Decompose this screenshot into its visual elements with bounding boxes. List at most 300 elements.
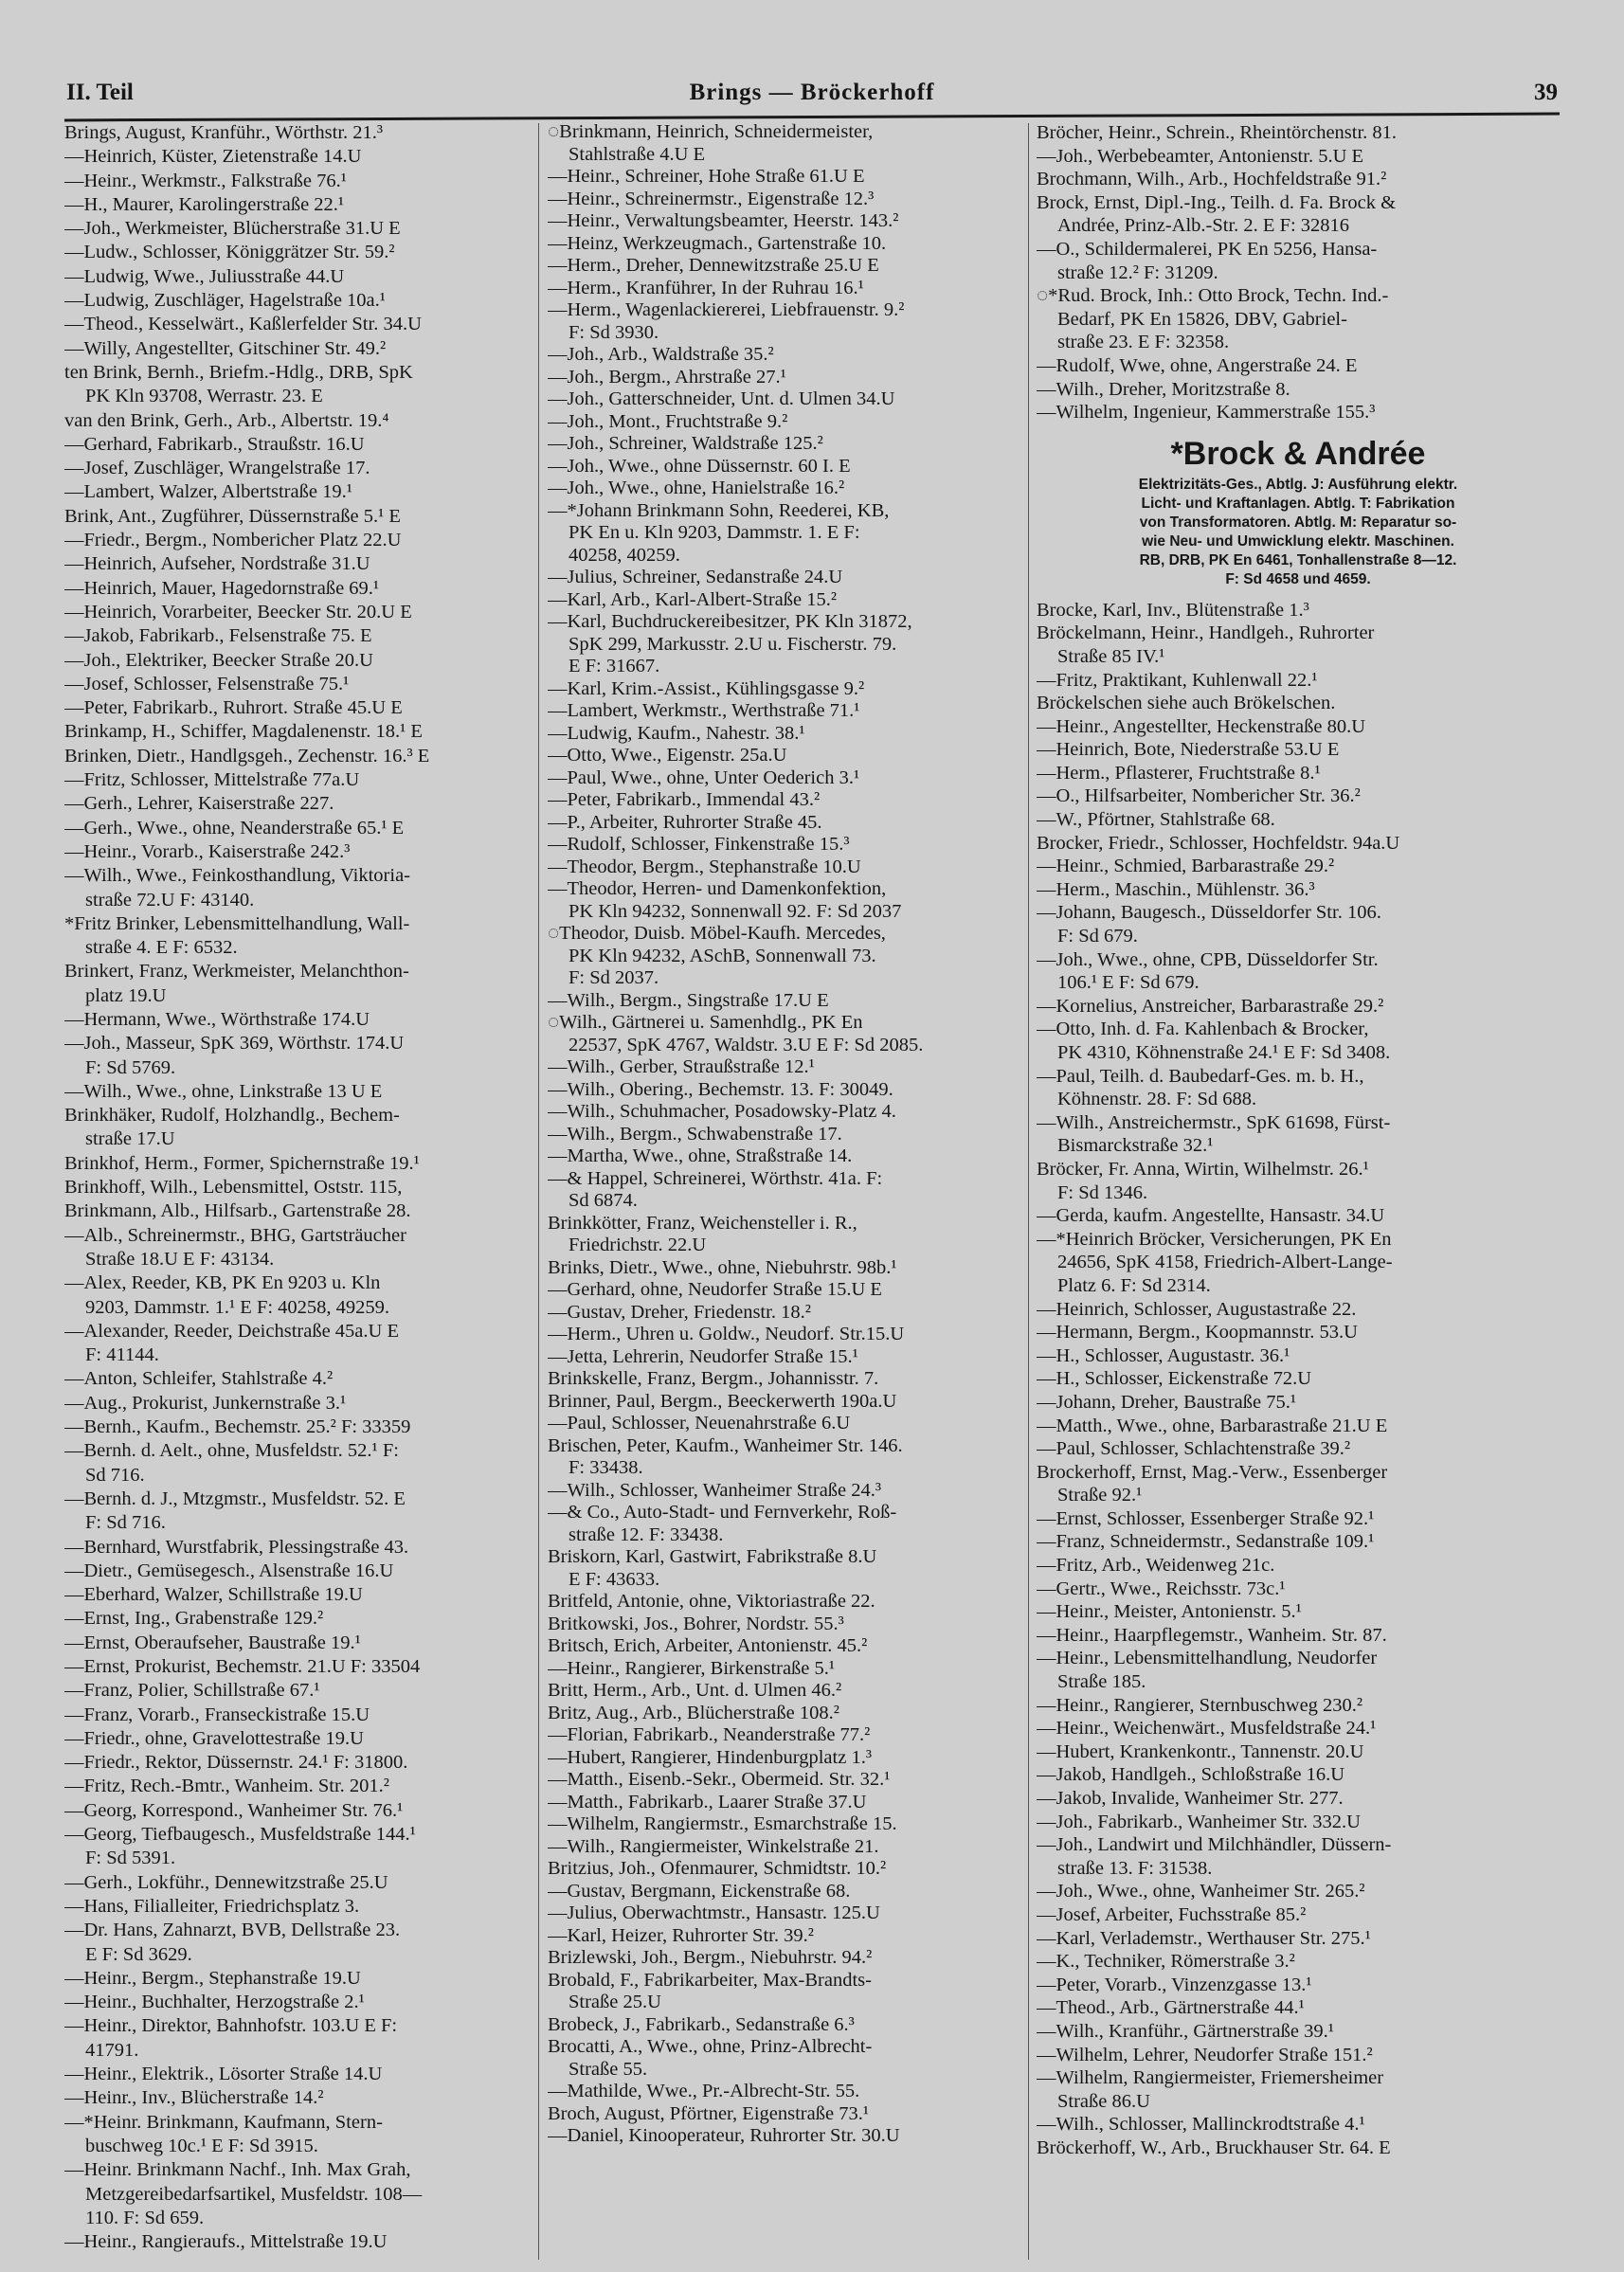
advertisement-line: RB, DRB, PK En 6461, Tonhallenstraße 8—12. xyxy=(1139,551,1457,568)
entry-line: —Martha, Wwe., ohne, Straßstraße 14. xyxy=(548,1145,853,1166)
entry-line: —Wilh., Gerber, Straußstraße 12.¹ xyxy=(548,1056,815,1077)
entry-line: —& Happel, Schreinerei, Wörthstr. 41a. F: xyxy=(548,1167,883,1189)
entry-line: Bedarf, PK En 15826, DBV, Gabriel- xyxy=(1057,308,1347,330)
entry-line: —Gerh., Lokführ., Dennewitzstraße 25.U xyxy=(64,1871,388,1893)
directory-entry xyxy=(64,1536,531,1560)
directory-entry xyxy=(548,210,1021,233)
directory-entry xyxy=(64,1488,531,1536)
directory-entry xyxy=(1037,1204,1560,1228)
directory-entry xyxy=(64,1320,531,1368)
entry-line: —Peter, Vorarb., Vinzenzgasse 13.¹ xyxy=(1037,1974,1312,1995)
directory-entry xyxy=(1037,1344,1560,1368)
directory-entry xyxy=(1037,669,1560,693)
directory-entry xyxy=(64,768,531,792)
entry-line: —Joh., Wwe., ohne, Hanielstraße 16.² xyxy=(548,478,845,498)
directory-entry xyxy=(548,678,1021,701)
directory-entry xyxy=(1037,2020,1560,2044)
directory-entry xyxy=(1037,1903,1560,1927)
entry-line: —*Heinrich Bröcker, Versicherungen, PK En xyxy=(1037,1228,1392,1250)
directory-entry xyxy=(548,745,1021,767)
directory-entry xyxy=(548,1635,1021,1658)
entry-line: —Gerhard, Fabrikarb., Straußstr. 16.U xyxy=(64,433,365,455)
directory-entry xyxy=(1037,145,1560,169)
entry-line: —Heinr., Direktor, Bahnhofstr. 103.U E F: xyxy=(64,2015,398,2037)
entry-line: Brinkmann, Alb., Hilfsarb., Gartenstraße 28. xyxy=(64,1200,411,1222)
directory-entry xyxy=(1037,2137,1560,2160)
entry-line: Bröckelmann, Heinr., Handlgeh., Ruhrorter xyxy=(1037,622,1375,644)
entry-line: —Rudolf, Schlosser, Finkenstraße 15.³ xyxy=(548,834,850,855)
entry-line: F: Sd 3930. xyxy=(568,321,659,343)
entry-line: straße 13. F: 31538. xyxy=(1057,1857,1213,1879)
directory-entry xyxy=(1037,1391,1560,1415)
directory-entry xyxy=(548,789,1021,812)
directory-entry xyxy=(1037,2066,1560,2113)
directory-entry xyxy=(64,2230,531,2254)
directory-entry xyxy=(548,1881,1021,1903)
directory-entry xyxy=(1037,238,1560,284)
entry-line: straße 17.U xyxy=(85,1128,175,1150)
entry-line: —Peter, Fabrikarb., Ruhrort. Straße 45.U E xyxy=(64,697,403,719)
directory-entry xyxy=(1037,1647,1560,1693)
entry-line: straße 23. E F: 32358. xyxy=(1057,332,1230,353)
directory-entry xyxy=(64,1632,531,1655)
column-divider xyxy=(1028,123,1029,2260)
entry-line: —Kornelius, Anstreicher, Barbarastraße 29.² xyxy=(1037,995,1384,1017)
entry-line: —Joh., Wwe., ohne Düssernstr. 60 I. E xyxy=(548,455,851,477)
entry-line: Straße 85 IV.¹ xyxy=(1057,645,1165,667)
entry-line: —Heinr., Schreiner, Hohe Straße 61.U E xyxy=(548,166,865,187)
page-number: 39 xyxy=(1534,80,1558,105)
entry-line: —Hubert, Rangierer, Hindenburgplatz 1.³ xyxy=(548,1746,872,1768)
directory-entry xyxy=(64,1008,531,1032)
directory-entry xyxy=(548,1813,1021,1836)
directory-entry xyxy=(548,700,1021,723)
entry-line: Brochmann, Wilh., Arb., Hochfeldstraße 91.² xyxy=(1037,169,1387,190)
entry-line: —Ernst, Oberaufseher, Baustraße 19.¹ xyxy=(64,1632,361,1653)
directory-entry xyxy=(64,577,531,601)
entry-line: —Anton, Schleifer, Stahlstraße 4.² xyxy=(64,1368,334,1390)
directory-entry xyxy=(1037,1298,1560,1322)
directory-entry xyxy=(64,840,531,864)
directory-entry xyxy=(548,344,1021,367)
directory-entry xyxy=(1037,1461,1560,1507)
entry-line: —Peter, Fabrikarb., Immendal 43.² xyxy=(548,789,821,810)
entry-line: —Hermann, Wwe., Wörthstraße 174.U xyxy=(64,1008,370,1030)
directory-entry xyxy=(548,1836,1021,1859)
entry-line: Straße 55. xyxy=(568,2058,648,2080)
directory-entry xyxy=(548,812,1021,835)
entry-line: —Karl, Heizer, Ruhrorter Str. 39.² xyxy=(548,1924,814,1946)
directory-entry xyxy=(548,1413,1021,1435)
entry-line: Friedrichstr. 22.U xyxy=(568,1235,707,1255)
entry-line: —Heinz, Werkzeugmach., Gartenstraße 10. xyxy=(548,232,887,254)
entry-line: —Wilh., Bergm., Singstraße 17.U E xyxy=(548,989,829,1011)
directory-entry xyxy=(64,1224,531,1272)
entry-line: van den Brink, Gerh., Arb., Albertstr. 19.⁴ xyxy=(64,409,389,431)
directory-entry xyxy=(1037,1578,1560,1601)
entry-line: —Ludwig, Zuschläger, Hagelstraße 10a.¹ xyxy=(64,290,386,312)
entry-line: Brocatti, A., Wwe., ohne, Prinz-Albrecht- xyxy=(548,2036,873,2057)
entry-line: PK Kln 94232, Sonnenwall 92. F: Sd 2037 xyxy=(568,900,902,922)
directory-entry xyxy=(548,1502,1021,1546)
directory-entry xyxy=(64,696,531,720)
directory-entry xyxy=(548,1257,1021,1280)
entry-line: —Heinr., Rangierer, Sternbuschweg 230.² xyxy=(1037,1694,1363,1716)
directory-entry xyxy=(548,411,1021,434)
entry-line: —Joh., Arb., Waldstraße 35.² xyxy=(548,344,774,365)
directory-entry xyxy=(64,1775,531,1798)
entry-line: —Wilh., Schuhmacher, Posadowsky-Platz 4. xyxy=(548,1101,896,1122)
entry-line: straße 12. F: 33438. xyxy=(568,1524,724,1545)
directory-entry xyxy=(548,1435,1021,1480)
entry-line: —& Co., Auto-Stadt- und Fernverkehr, Roß- xyxy=(548,1502,897,1523)
directory-entry xyxy=(64,433,531,457)
entry-line: —Johann, Baugesch., Düsseldorfer Str. 106. xyxy=(1037,902,1381,924)
directory-entry xyxy=(548,1302,1021,1325)
entry-line: 22537, SpK 4767, Waldstr. 3.U E F: Sd 2085. xyxy=(568,1034,924,1055)
entry-line: —Gerh., Wwe., ohne, Neanderstraße 65.¹ E xyxy=(64,817,405,838)
header-rule xyxy=(64,113,1560,122)
directory-entry xyxy=(1037,784,1560,808)
entry-line: Brinkhäker, Rudolf, Holzhandlg., Bechem- xyxy=(64,1105,400,1127)
entry-line: Brinkamp, H., Schiffer, Magdalenenstr. 18.¹ E xyxy=(64,721,423,743)
entry-line: —Bernh., Kaufm., Bechemstr. 25.² F: 33359 xyxy=(64,1416,411,1438)
directory-entry xyxy=(548,990,1021,1013)
directory-entry xyxy=(548,1145,1021,1168)
directory-entry xyxy=(64,1871,531,1895)
directory-entry xyxy=(548,1724,1021,1747)
entry-line: Bröckerhoff, W., Arb., Bruckhauser Str. 64. E xyxy=(1037,2137,1391,2158)
entry-line: —Friedr., ohne, Gravelottestraße 19.U xyxy=(64,1727,364,1749)
directory-entry xyxy=(64,1176,531,1199)
directory-entry xyxy=(548,1079,1021,1102)
entry-line: —Ludwig, Wwe., Juliusstraße 44.U xyxy=(64,265,345,287)
entry-line: Brinkhoff, Wilh., Lebensmittel, Oststr. 115, xyxy=(64,1177,403,1199)
directory-entry xyxy=(548,1480,1021,1503)
directory-entry xyxy=(1037,855,1560,878)
entry-line: —Julius, Oberwachtmstr., Hansastr. 125.U xyxy=(548,1902,880,1923)
directory-entry xyxy=(64,1655,531,1679)
entry-line: —Wilhelm, Ingenieur, Kammerstraße 155.³ xyxy=(1037,402,1376,424)
entry-line: —Wilh., Wwe., ohne, Linkstraße 13 U E xyxy=(64,1080,383,1102)
directory-entry xyxy=(1037,1717,1560,1740)
directory-entry xyxy=(64,409,531,433)
entry-line: F: Sd 716. xyxy=(85,1512,166,1534)
directory-entry xyxy=(548,2103,1021,2126)
entry-line: F: 33438. xyxy=(568,1457,643,1478)
entry-line: —Heinr., Meister, Antonienstr. 5.¹ xyxy=(1037,1601,1302,1623)
directory-entry xyxy=(1037,401,1560,424)
entry-line: —Paul, Schlosser, Neuenahrstraße 6.U xyxy=(548,1413,851,1434)
entry-line: —Joh., Schreiner, Waldstraße 125.² xyxy=(548,433,823,454)
entry-line: F: 41144. xyxy=(85,1344,159,1366)
entry-line: Sd 6874. xyxy=(568,1190,638,1211)
entry-line: Bröckelschen siehe auch Brökelschen. xyxy=(1037,693,1336,714)
directory-entry xyxy=(64,145,531,169)
running-header xyxy=(66,80,1558,114)
advertisement-brock-andree xyxy=(1037,432,1560,589)
entry-line: —Otto, Inh. d. Fa. Kahlenbach & Brocker, xyxy=(1037,1019,1369,1040)
directory-entry xyxy=(548,2014,1021,2037)
entry-line: Köhnenstr. 28. F: Sd 688. xyxy=(1057,1089,1257,1110)
entry-line: —Josef, Schlosser, Felsenstraße 75.¹ xyxy=(64,673,350,694)
entry-line: —Bernhard, Wurstfabrik, Plessingstraße 43. xyxy=(64,1536,409,1558)
entry-line: —Herm., Maschin., Mühlenstr. 36.³ xyxy=(1037,878,1315,900)
entry-line: 24656, SpK 4158, Friedrich-Albert-Lange- xyxy=(1057,1252,1393,1273)
entry-line: —Heinr., Bergm., Stephanstraße 19.U xyxy=(64,1967,361,1989)
directory-entry xyxy=(548,1680,1021,1703)
entry-line: —O., Hilfsarbeiter, Nombericher Str. 36.² xyxy=(1037,785,1361,807)
entry-line: Brobeck, J., Fabrikarb., Sedanstraße 6.³ xyxy=(548,2013,855,2035)
entry-line: —Joh., Landwirt und Milchhändler, Düssern- xyxy=(1037,1834,1392,1856)
entry-line: —Herm., Uhren u. Goldw., Neudorf. Str.15.U xyxy=(548,1324,905,1344)
directory-entry xyxy=(64,1199,531,1223)
entry-line: —Jetta, Lehrerin, Neudorfer Straße 15.¹ xyxy=(548,1345,858,1367)
entry-line: —Karl, Buchdruckereibesitzer, PK Kln 31872, xyxy=(548,611,912,632)
advertisement-line: von Transformatoren. Abtlg. M: Reparatur so- xyxy=(1139,514,1457,531)
directory-entry xyxy=(64,912,531,961)
entry-line: —Joh., Wwe., ohne, CPB, Düsseldorfer Str. xyxy=(1037,948,1379,970)
entry-line: Brischen, Peter, Kaufm., Wanheimer Str. 146. xyxy=(548,1434,903,1456)
directory-entry xyxy=(1037,1974,1560,1997)
directory-entry xyxy=(64,2158,531,2230)
entry-line: —Fritz, Rech.-Bmtr., Wanheim. Str. 201.² xyxy=(64,1776,389,1797)
directory-entry xyxy=(548,1769,1021,1792)
entry-line: F: Sd 679. xyxy=(1057,926,1138,947)
entry-line: —Fritz, Arb., Weidenweg 21c. xyxy=(1037,1555,1275,1577)
entry-line: Brink, Ant., Zugführer, Düssernstraße 5.¹ E xyxy=(64,505,401,527)
entry-line: Brockerhoff, Ernst, Mag.-Verw., Essenberger xyxy=(1037,1461,1388,1483)
directory-entry xyxy=(1037,1996,1560,2020)
section-label: II. Teil xyxy=(66,80,134,105)
entry-line: *Fritz Brinker, Lebensmittelhandlung, Wall- xyxy=(64,912,410,934)
entry-line: —Fritz, Praktikant, Kuhlenwall 22.¹ xyxy=(1037,669,1318,691)
entry-line: —O., Schildermalerei, PK En 5256, Hansa- xyxy=(1037,238,1378,260)
entry-line: —Josef, Arbeiter, Fuchsstraße 85.² xyxy=(1037,1903,1307,1925)
entry-line: E F: 31667. xyxy=(568,656,660,676)
entry-line: —Wilh., Obering., Bechemstr. 13. F: 30049. xyxy=(548,1078,893,1100)
entry-line: —Aug., Prokurist, Junkernstraße 3.¹ xyxy=(64,1392,347,1414)
directory-entry xyxy=(548,433,1021,456)
directory-entry xyxy=(548,1614,1021,1636)
directory-entry xyxy=(548,1168,1021,1213)
entry-line: Andrée, Prinz-Alb.-Str. 2. E F: 32816 xyxy=(1057,215,1350,237)
directory-entry xyxy=(64,745,531,768)
entry-line: —Joh., Masseur, SpK 369, Wörthstr. 174.U xyxy=(64,1033,405,1055)
entry-line: —Georg, Korrespond., Wanheimer Str. 76.¹ xyxy=(64,1799,404,1821)
entry-line: —Heinrich, Mauer, Hagedornstraße 69.¹ xyxy=(64,577,380,599)
entry-line: —Karl, Arb., Karl-Albert-Straße 15.² xyxy=(548,588,838,610)
directory-entry xyxy=(64,1271,531,1320)
directory-entry xyxy=(64,1152,531,1176)
entry-line: SpK 299, Markusstr. 2.U u. Fischerstr. 79. xyxy=(568,633,897,655)
entry-line: —Karl, Verlademstr., Werthauser Str. 275.¹ xyxy=(1037,1927,1371,1949)
entry-line: Straße 185. xyxy=(1057,1671,1146,1693)
directory-entry xyxy=(1037,378,1560,402)
entry-line: —Jakob, Handlgeh., Schloßstraße 16.U xyxy=(1037,1764,1345,1786)
entry-line: —Paul, Schlosser, Schlachtenstraße 39.² xyxy=(1037,1438,1350,1460)
directory-entry xyxy=(64,1080,531,1104)
entry-line: 106.¹ E F: Sd 679. xyxy=(1057,972,1200,994)
entry-line: —Wilhelm, Rangiermstr., Esmarchstraße 15. xyxy=(548,1813,897,1834)
entry-line: —K., Techniker, Römerstraße 3.² xyxy=(1037,1951,1295,1973)
entry-line: —Joh., Bergm., Ahrstraße 27.¹ xyxy=(548,366,786,388)
directory-entry xyxy=(548,1792,1021,1814)
entry-line: —Heinrich, Küster, Zietenstraße 14.U xyxy=(64,146,362,168)
entry-line: —Gertr., Wwe., Reichsstr. 73c.¹ xyxy=(1037,1578,1286,1599)
entry-line: —*Johann Brinkmann Sohn, Reederei, KB, xyxy=(548,499,890,521)
directory-entry xyxy=(1037,1787,1560,1811)
entry-line: —Karl, Krim.-Assist., Kühlingsgasse 9.² xyxy=(548,677,865,699)
entry-line: —Theodor, Bergm., Stephanstraße 10.U xyxy=(548,856,861,877)
directory-entry xyxy=(1037,948,1560,995)
entry-line: ten Brink, Bernh., Briefm.-Hdlg., DRB, SpK xyxy=(64,361,413,383)
directory-entry xyxy=(1037,1530,1560,1554)
directory-entry xyxy=(548,923,1021,990)
directory-entry xyxy=(1037,1111,1560,1158)
directory-entry xyxy=(64,720,531,744)
directory-entry xyxy=(64,265,531,289)
directory-entry xyxy=(64,170,531,193)
entry-line: —Gerhard, ohne, Neudorfer Straße 15.U E xyxy=(548,1279,882,1300)
directory-entry xyxy=(548,857,1021,879)
entry-line: —Daniel, Kinooperateur, Ruhrorter Str. 30.U xyxy=(548,2125,900,2146)
directory-entry xyxy=(548,1391,1021,1414)
directory-entry xyxy=(1037,1624,1560,1648)
entry-line: —Dr. Hans, Zahnarzt, BVB, Dellstraße 23. xyxy=(64,1920,401,1941)
advertisement-line: Licht- und Kraftanlagen. Abtlg. T: Fabrikation xyxy=(1141,495,1455,512)
directory-entry xyxy=(1037,284,1560,354)
directory-entry xyxy=(64,313,531,336)
entry-line: —Wilh., Bergm., Schwabenstraße 17. xyxy=(548,1123,842,1145)
entry-line: Bröcher, Heinr., Schrein., Rheintörchenstr. 81. xyxy=(1037,122,1398,143)
entry-line: F: Sd 2037. xyxy=(568,967,659,988)
directory-entry xyxy=(548,1546,1021,1591)
entry-line: —Julius, Schreiner, Sedanstraße 24.U xyxy=(548,567,843,587)
directory-entry xyxy=(1037,622,1560,668)
directory-entry xyxy=(64,1895,531,1919)
directory-entry xyxy=(1037,738,1560,762)
directory-entry xyxy=(1037,1065,1560,1111)
advertisement-line: F: Sd 4658 und 4659. xyxy=(1225,570,1371,587)
entry-line: F: Sd 5391. xyxy=(85,1848,176,1869)
directory-entry xyxy=(64,1032,531,1080)
entry-line: Straße 92.¹ xyxy=(1057,1485,1143,1506)
entry-line: PK Kln 93708, Werrastr. 23. E xyxy=(85,386,323,407)
entry-line: —Heinr., Werkmstr., Falkstraße 76.¹ xyxy=(64,170,347,191)
directory-entry xyxy=(548,2036,1021,2081)
entry-line: —Bernh. d. J., Mtzgmstr., Musfeldstr. 52. E xyxy=(64,1488,406,1509)
directory-entry xyxy=(64,1751,531,1775)
entry-line: straße 4. E F: 6532. xyxy=(85,937,238,959)
directory-entry xyxy=(1037,1880,1560,1903)
directory-entry xyxy=(64,1607,531,1631)
entry-line: F: Sd 5769. xyxy=(85,1056,176,1078)
entry-line: —Matth., Eisenb.-Sekr., Obermeid. Str. 32.¹ xyxy=(548,1769,891,1790)
entry-line: —Wilh., Anstreichermstr., SpK 61698, Fürst- xyxy=(1037,1111,1391,1133)
directory-entry xyxy=(64,193,531,217)
entry-line: —Heinr., Elektrik., Lösorter Straße 14.U xyxy=(64,2064,383,2085)
entry-line: —Heinrich, Aufseher, Nordstraße 31.U xyxy=(64,553,370,575)
entry-line: —Heinr., Angestellter, Heckenstraße 80.U xyxy=(1037,715,1366,737)
directory-entry xyxy=(1037,1811,1560,1834)
entry-line: —Friedr., Bergm., Nombericher Platz 22.U xyxy=(64,530,402,551)
entry-line: —Hermann, Bergm., Koopmannstr. 53.U xyxy=(1037,1322,1358,1343)
directory-entry xyxy=(64,2086,531,2110)
entry-line: —Friedr., Rektor, Düssernstr. 24.¹ F: 31800. xyxy=(64,1752,408,1774)
directory-entry xyxy=(548,1346,1021,1369)
directory-entry xyxy=(1037,1158,1560,1204)
entry-line: —Hubert, Krankenkontr., Tannenstr. 20.U xyxy=(1037,1740,1364,1762)
directory-entry xyxy=(64,2014,531,2063)
directory-entry xyxy=(548,589,1021,612)
advertisement-title: *Brock & Andrée xyxy=(1170,435,1426,472)
directory-entry xyxy=(64,505,531,529)
entry-line: Britzius, Joh., Ofenmaurer, Schmidtstr. 10.² xyxy=(548,1858,887,1879)
entry-line: —Alex, Reeder, KB, PK En 9203 u. Kln xyxy=(64,1272,381,1294)
column-1 xyxy=(64,121,531,2254)
directory-entry xyxy=(1037,2044,1560,2067)
entry-line: —Heinr., Lebensmittelhandlung, Neudorfer xyxy=(1037,1648,1378,1669)
directory-entry xyxy=(1037,878,1560,902)
directory-entry xyxy=(1037,762,1560,785)
entry-line: —Bernh. d. Aelt., ohne, Musfeldstr. 52.¹ F: xyxy=(64,1440,399,1462)
directory-entry xyxy=(548,233,1021,256)
entry-line: —Herm., Kranführer, In der Ruhrau 16.¹ xyxy=(548,277,864,298)
entry-line: —Ernst, Schlosser, Essenberger Straße 92.¹ xyxy=(1037,1507,1375,1529)
directory-entry xyxy=(64,1392,531,1415)
directory-entry xyxy=(548,478,1021,500)
entry-line: —Ernst, Prokurist, Bechemstr. 21.U F: 33504 xyxy=(64,1656,421,1677)
entry-line: —P., Arbeiter, Ruhrorter Straße 45. xyxy=(548,811,822,833)
entry-line: —Heinr., Vorarb., Kaiserstraße 242.³ xyxy=(64,840,351,862)
entry-line: Britfeld, Antonie, ohne, Viktoriastraße 22. xyxy=(548,1591,875,1612)
entry-line: —Joh., Gatterschneider, Unt. d. Ulmen 34.U xyxy=(548,388,895,409)
entry-line: —Ludwig, Kaufm., Nahestr. 38.¹ xyxy=(548,722,805,744)
entry-line: —Lambert, Werkmstr., Werthstraße 71.¹ xyxy=(548,700,860,721)
entry-line: ◌Theodor, Duisb. Möbel-Kaufh. Mercedes, xyxy=(548,923,886,944)
directory-entry xyxy=(64,960,531,1008)
entry-line: —Heinr., Haarpflegemstr., Wanheim. Str. 87. xyxy=(1037,1624,1387,1646)
directory-entry xyxy=(548,1902,1021,1925)
directory-entry xyxy=(64,121,531,145)
entry-line: —Wilh., Dreher, Moritzstraße 8. xyxy=(1037,378,1290,400)
entry-line: —Heinr., Schmied, Barbarastraße 29.² xyxy=(1037,856,1335,877)
entry-line: —Fritz, Schlosser, Mittelstraße 77a.U xyxy=(64,769,360,791)
directory-entry xyxy=(64,1799,531,1823)
entry-line: —Joh., Werbebeamter, Antonienstr. 5.U E xyxy=(1037,145,1364,167)
directory-entry xyxy=(64,2063,531,2086)
entry-line: —Joh., Wwe., ohne, Wanheimer Str. 265.² xyxy=(1037,1881,1365,1902)
directory-entry xyxy=(64,1104,531,1152)
entry-line: —Gerda, kaufm. Angestellte, Hansastr. 34.U xyxy=(1037,1205,1385,1227)
directory-entry xyxy=(1037,1763,1560,1787)
entry-line: —Franz, Polier, Schillstraße 67.¹ xyxy=(64,1680,320,1702)
entry-line: —Theod., Arb., Gärtnerstraße 44.¹ xyxy=(1037,1997,1305,2019)
directory-entry xyxy=(548,1012,1021,1056)
directory-entry xyxy=(64,1415,531,1439)
directory-entry xyxy=(1037,1950,1560,1974)
entry-line: Platz 6. F: Sd 2314. xyxy=(1057,1274,1211,1296)
entry-line: Brocke, Karl, Inv., Blütenstraße 1.³ xyxy=(1037,599,1309,621)
directory-entry xyxy=(1037,599,1560,622)
entry-line: PK Kln 94232, ASchB, Sonnenwall 73. xyxy=(568,945,876,966)
entry-line: straße 72.U F: 43140. xyxy=(85,889,255,911)
entry-line: ◌*Rud. Brock, Inh.: Otto Brock, Techn. Ind.- xyxy=(1037,285,1389,307)
entry-line: —Gustav, Dreher, Friedenstr. 18.² xyxy=(548,1301,811,1323)
entry-line: —Wilh., Schlosser, Mallinckrodtstraße 4.¹ xyxy=(1037,2114,1365,2136)
entry-line: —Franz, Vorarb., Franseckistraße 15.U xyxy=(64,1704,370,1725)
